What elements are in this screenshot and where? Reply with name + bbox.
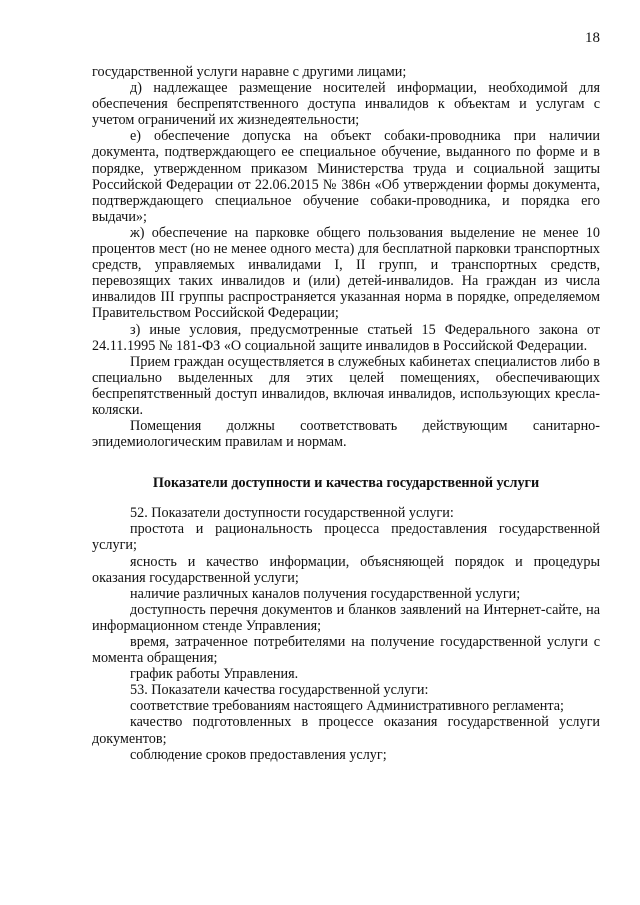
- paragraph: ж) обеспечение на парковке общего пользования выделение не менее 10 процентов мест (но не менее одного места) для бесплатной парковки транспортных средств, управляемых инвалидами I, II групп, и транспортных средств, перевозящих таких инвалидов и (или) детей-инвалидов. На граждан из числа инвалидов III группы распространяется указанная норма в порядке, определяемом Правительством Российской Федерации;: [92, 224, 600, 322]
- paragraphs-after-heading: [92, 505, 600, 763]
- paragraphs-before-heading: [92, 64, 600, 450]
- page-number: 18: [585, 30, 600, 46]
- paragraph: график работы Управления.: [130, 666, 299, 683]
- paragraph: д) надлежащее размещение носителей информации, необходимой для обеспечения беспрепятственного доступа инвалидов к объектам и услугам с учетом ограничений их жизнедеятельности;: [92, 80, 600, 129]
- paragraph: государственной услуги наравне с другими лицами;: [92, 64, 407, 80]
- paragraph: Помещения должны соответствовать действующим санитарно-эпидемиологическим правилам и нормам.: [92, 418, 600, 451]
- paragraph: з) иные условия, предусмотренные статьей 15 Федерального закона от 24.11.1995 № 181-ФЗ «О социальной защите инвалидов в Российской Федерации.: [92, 321, 600, 354]
- section-heading: Показатели доступности и качества государственной услуги: [152, 475, 540, 492]
- paragraph: 52. Показатели доступности государственной услуги:: [130, 505, 454, 522]
- paragraph: Прием граждан осуществляется в служебных кабинетах специалистов либо в специально выделенных для этих целей помещениях, обеспечивающих беспрепятственный доступ инвалидов, включая инвалидов, использующих кресла-коляски.: [92, 353, 600, 418]
- paragraph: ясность и качество информации, объясняющей порядок и процедуры оказания государственной услуги;: [92, 553, 600, 586]
- paragraph: 53. Показатели качества государственной услуги:: [130, 682, 429, 699]
- paragraph: доступность перечня документов и бланков заявлений на Интернет-сайте, на информационном стенде Управления;: [92, 601, 600, 634]
- document-body: [92, 64, 600, 763]
- paragraph: качество подготовленных в процессе оказания государственной услуги документов;: [92, 714, 600, 747]
- paragraph: простота и рациональность процесса предоставления государственной услуги;: [92, 521, 600, 554]
- paragraph: соблюдение сроков предоставления услуг;: [130, 746, 387, 763]
- paragraph: соответствие требованиям настоящего Административного регламента;: [130, 698, 564, 715]
- paragraph: наличие различных каналов получения государственной услуги;: [130, 585, 521, 602]
- paragraph: время, затраченное потребителями на получение государственной услуги с момента обращения;: [92, 634, 600, 667]
- paragraph: е) обеспечение допуска на объект собаки-проводника при наличии документа, подтверждающего ее специальное обучение, выданного по форме и в порядке, утвержденном приказом Министерства труда и социальной защиты Российской Федерации от 22.06.2015 № 386н «Об утверждении формы документа, подтверждающего специальное обучение собаки-проводника, и порядка его выдачи»;: [92, 128, 600, 225]
